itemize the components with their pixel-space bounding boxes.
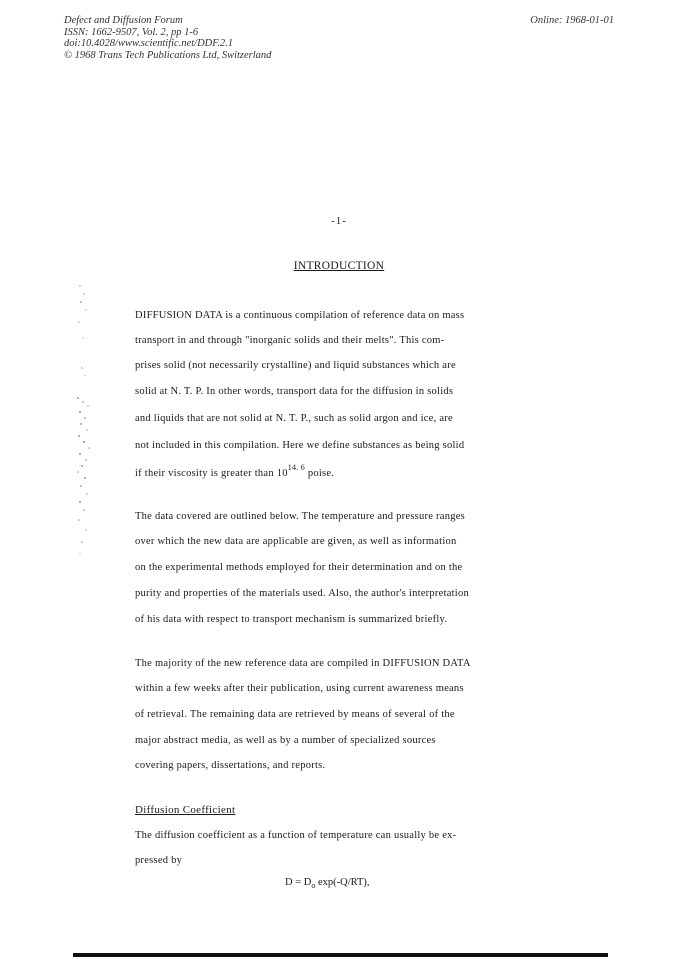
- p2-line-5: of his data with respect to transport mechanism is summarized briefly.: [135, 614, 448, 625]
- online-date: [530, 15, 614, 27]
- introduction-title: INTRODUCTION: [293, 260, 385, 272]
- viscosity-text: if their viscosity is greater than 10: [135, 468, 288, 479]
- p2-line-3: on the experimental methods employed for their determination and on the: [135, 562, 463, 573]
- p3-line-5: covering papers, dissertations, and reports.: [135, 760, 326, 771]
- equation-lhs: D = D: [285, 877, 312, 888]
- scan-noise: [74, 280, 96, 570]
- page-number: -1-: [331, 215, 347, 227]
- p3-line-4: major abstract media, as well as by a number of specialized sources: [135, 735, 436, 746]
- p1-line-5: and liquids that are not solid at N. T. P., such as solid argon and ice, are: [135, 413, 453, 424]
- issn-line: ISSN: 1662-9507, Vol. 2, pp 1-6: [64, 26, 199, 38]
- section-heading-introduction: [0, 260, 678, 272]
- bottom-rule: [73, 953, 608, 957]
- p3-line-3: of retrieval. The remaining data are retrieved by means of several of the: [135, 709, 455, 720]
- s-line-1: The diffusion coefficient as a function of temperature can usually be ex-: [135, 830, 457, 841]
- p3-line-1: The majority of the new reference data are compiled in DIFFUSION DATA: [135, 658, 471, 669]
- copyright-line: © 1968 Trans Tech Publications Ltd, Switzerland: [64, 49, 272, 61]
- p2-line-4: purity and properties of the materials used. Also, the author's interpretation: [135, 588, 469, 599]
- s-line-2: pressed by: [135, 855, 183, 866]
- doi-link[interactable]: doi:10.4028/www.scientific.net/DDF.2.1: [64, 38, 234, 49]
- p1-line-6: not included in this compilation. Here we define substances as being solid: [135, 440, 465, 451]
- p1-line-3: prises solid (not necessarily crystalline) and liquid substances which are: [135, 360, 456, 371]
- journal-title: Defect and Diffusion Forum: [64, 15, 183, 26]
- p2-line-2: over which the new data are applicable are given, as well as information: [135, 536, 457, 547]
- diffusion-equation: [285, 877, 370, 888]
- equation-subscript: o: [311, 881, 316, 890]
- viscosity-unit: poise.: [307, 468, 335, 479]
- section-heading-diffusion-coefficient: Diffusion Coefficient: [135, 804, 236, 816]
- journal-header: [64, 15, 271, 61]
- p3-line-2: within a few weeks after their publication, using current awareness means: [135, 683, 464, 694]
- equation-rhs: exp(-Q/RT),: [317, 877, 370, 888]
- online-date-text: Online: 1968-01-01: [530, 15, 614, 26]
- p1-line-1: DIFFUSION DATA is a continuous compilation of reference data on mass: [135, 310, 465, 321]
- p1-line-7: [135, 463, 335, 479]
- p2-line-1: The data covered are outlined below. The temperature and pressure ranges: [135, 511, 465, 522]
- p1-line-2: transport in and through "inorganic solids and their melts". This com-: [135, 335, 445, 346]
- p1-line-4: solid at N. T. P. In other words, transport data for the diffusion in solids: [135, 386, 454, 397]
- viscosity-exponent: 14. 6: [287, 463, 305, 472]
